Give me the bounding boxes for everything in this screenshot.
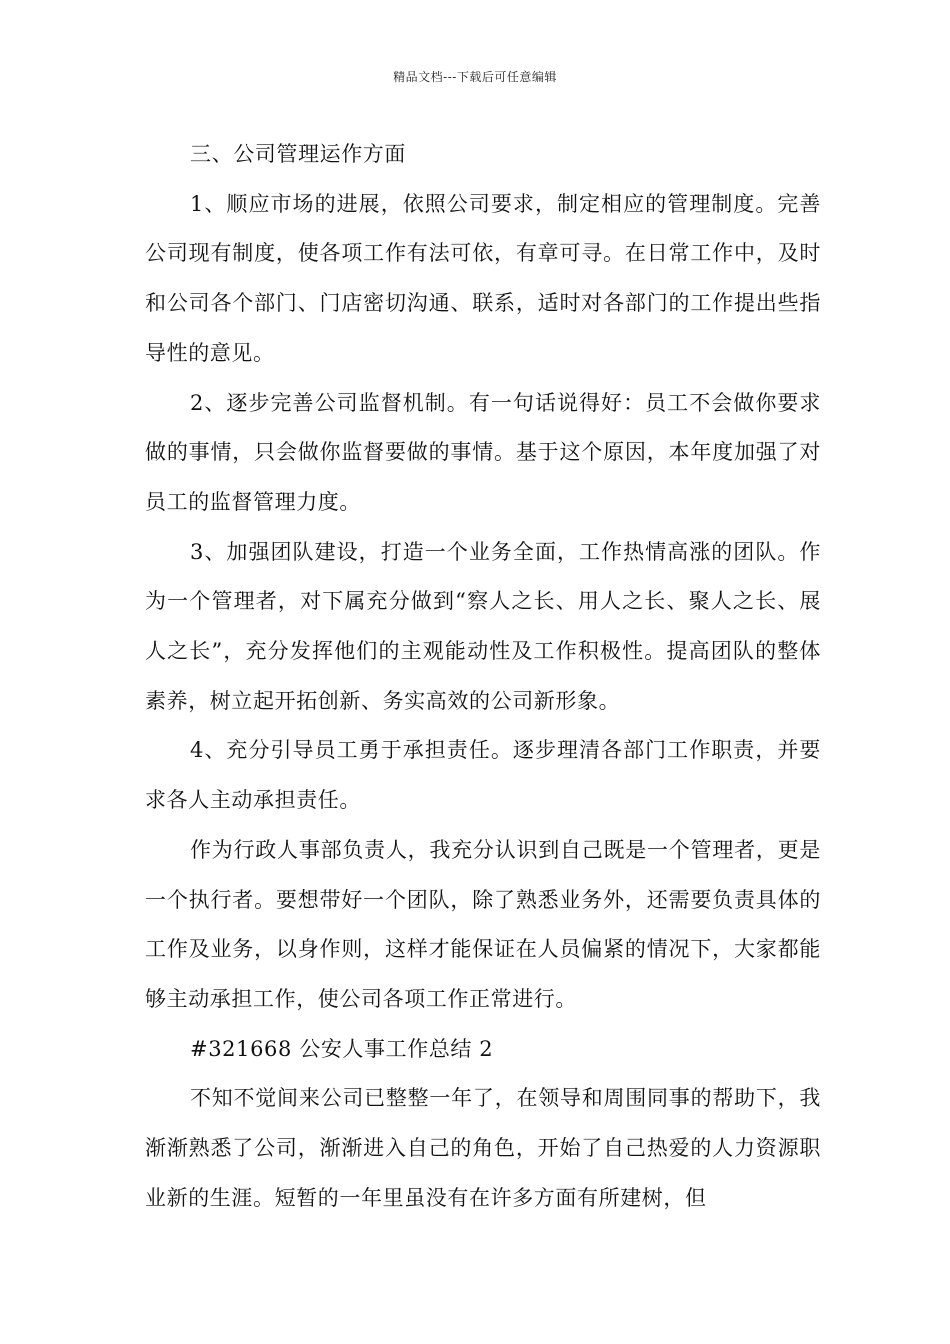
paragraph: 作为行政人事部负责人，我充分认识到自己既是一个管理者，更是一个执行者。要想带好一个团队，除了熟悉业务外，还需要负责具体的工作及业务，以身作则，这样才能保证在人员偏紧的情况下，大家都能够主动承担工作，使公司各项工作正常进行。 <box>145 837 821 1011</box>
paragraph: 3、加强团队建设，打造一个业务全面，工作热情高涨的团队。作为一个管理者，对下属充分做到“察人之长、用人之长、聚人之长、展人之长”，充分发挥他们的主观能动性及工作积极性。提高团队的整体素养，树立起开拓创新、务实高效的公司新形象。 <box>145 539 821 713</box>
article-title: #321668 公安人事工作总结 2 <box>190 1036 494 1061</box>
document-body <box>145 130 821 1223</box>
paragraph: 不知不觉间来公司已整整一年了，在领导和周围同事的帮助下，我渐渐熟悉了公司，渐渐进入自己的角色，开始了自己热爱的人力资源职业新的生涯。短暂的一年里虽没有在许多方面有所建树，但 <box>145 1086 821 1210</box>
page-header: 精品文档---下载后可任意编辑 <box>393 70 557 84</box>
paragraph: 2、逐步完善公司监督机制。有一句话说得好：员工不会做你要求做的事情，只会做你监督要做的事情。基于这个原因，本年度加强了对员工的监督管理力度。 <box>145 390 821 514</box>
section-heading: 三、公司管理运作方面 <box>190 142 406 166</box>
paragraph: 1、顺应市场的进展，依照公司要求，制定相应的管理制度。完善公司现有制度，使各项工作有法可依，有章可寻。在日常工作中，及时和公司各个部门、门店密切沟通、联系，适时对各部门的工作提出些指导性的意见。 <box>145 191 821 365</box>
paragraph: 4、充分引导员工勇于承担责任。逐步理清各部门工作职责，并要求各人主动承担责任。 <box>145 738 821 813</box>
